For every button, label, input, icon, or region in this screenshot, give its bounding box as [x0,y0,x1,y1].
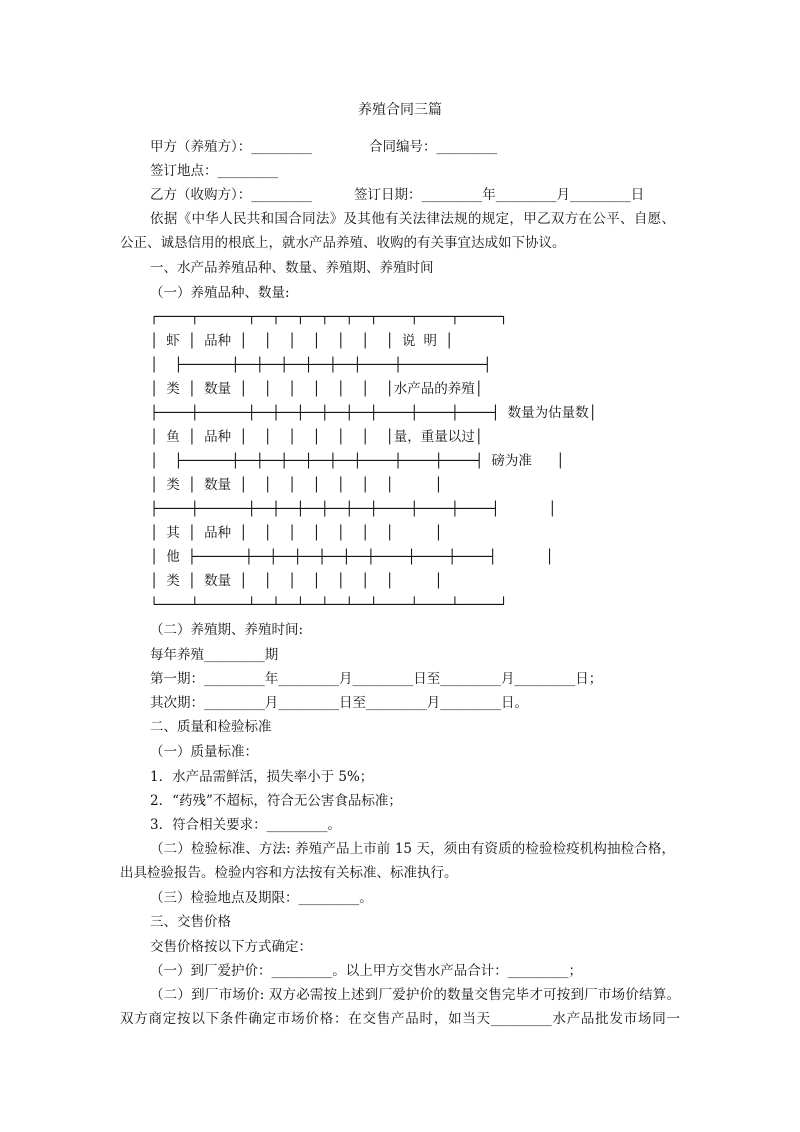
document-title: 养殖合同三篇 [358,102,442,118]
table-row: │ 类 │ 数量 │ │ │ │ │ │ │ │ [150,477,443,493]
quality-item-1: 1．水产品需鲜活，损失率小于 5%； [150,769,374,785]
quality-standard-heading: （一）质量标准： [150,744,258,760]
price-intro: 交售价格按以下方式确定： [150,939,312,955]
table-row: │ 类 │ 数量 │ │ │ │ │ │ │水产品的养殖│ [150,381,483,397]
quality-item-2: 2．“药残”不超标，符合无公害食品标准； [150,793,402,809]
sign-place-line: 签订地点：_________ [150,163,279,179]
table-row: │ ├──────┼──┼──┼──┼──┼──┼────┼──────────┤ [150,357,492,373]
periods-per-year: 每年养殖_________期 [150,647,279,663]
section-3-heading: 三、交售价格 [150,914,231,930]
party-b-line: 乙方（收购方）：_________ [150,187,312,203]
market-price-line-2: 双方商定按以下条件确定市场价格：在交售产品时，如当天_________水产品批发市场同一 [120,1011,680,1027]
protected-price: （一）到厂爱护价：_________。以上甲方交售水产品合计：_________； [150,963,582,979]
table-row: │ 类 │ 数量 │ │ │ │ │ │ │ │ [150,573,443,589]
inspection-method-line-1: （二）检验标准、方法: 养殖产品上市前 15 天，须由有资质的检验检疫机构抽检合格， [150,841,675,857]
contract-number-line: 合同编号：_________ [369,139,498,155]
second-period: 其次期：_________月_________日至_________月_________日。 [150,695,528,711]
table-row: └────┴──────┴──┴──┴──┴──┴──┴────┴────┴─────┘ [150,597,508,613]
quality-item-3: 3．符合相关要求：_________。 [150,817,341,833]
table-row: │ ├──────┼──┼──┼──┼──┼──┼────┼────┼────┤ 磅为准 │ [150,453,565,469]
inspection-place: （三）检验地点及期限：_________。 [150,890,373,906]
table-row: │ 其 │ 品种 │ │ │ │ │ │ │ │ [150,525,443,541]
table-row: │ 虾 │ 品种 │ │ │ │ │ │ │ 说 明 │ [150,333,454,349]
table-row: ┌────┬──────┬──┬──┬──┬──┬──┬────┬────┬─────┐ [150,309,508,325]
section-1-heading: 一、水产品养殖品种、数量、养殖期、养殖时间 [150,260,434,276]
table-row: ├────┼──────┼──┼──┼──┼──┼──┼────┼────┼────┤ 数量为估量数│ [150,405,597,421]
table-row: │ 他 ├──────┼──┼──┼──┼──┼──┼────┼────┼────┤ │ [150,549,554,565]
first-period: 第一期：_________年_________月_________日至_________月_________日； [150,671,603,687]
section-2-heading: 二、质量和检验标准 [150,719,272,735]
sign-date-line: 签订日期：_________年_________月_________日 [354,187,645,203]
intro-line-1: 依据《中华人民共和国合同法》及其他有关法律法规的规定，甲乙双方在公平、自愿、 [150,211,675,227]
intro-line-2: 公正、诚恳信用的根底上，就水产品养殖、收购的有关事宜达成如下协议。 [120,235,566,251]
party-a-line: 甲方（养殖方）：_________ [150,139,312,155]
section-1-sub-2: （二）养殖期、养殖时间: [150,622,304,638]
table-row: ├────┼──────┼──┼──┼──┼──┼──┼────┼────┼────┤ │ [150,501,557,517]
inspection-method-line-2: 出具检验报告。检验内容和方法按有关标准、标准执行。 [120,865,458,881]
market-price-line-1: （二）到厂市场价: 双方必需按上述到厂爱护价的数量交售完毕才可按到厂市场价结算。 [150,987,680,1003]
table-row: │ 鱼 │ 品种 │ │ │ │ │ │ │量，重量以过│ [150,429,483,445]
section-1-sub-1: （一）养殖品种、数量: [150,285,290,301]
